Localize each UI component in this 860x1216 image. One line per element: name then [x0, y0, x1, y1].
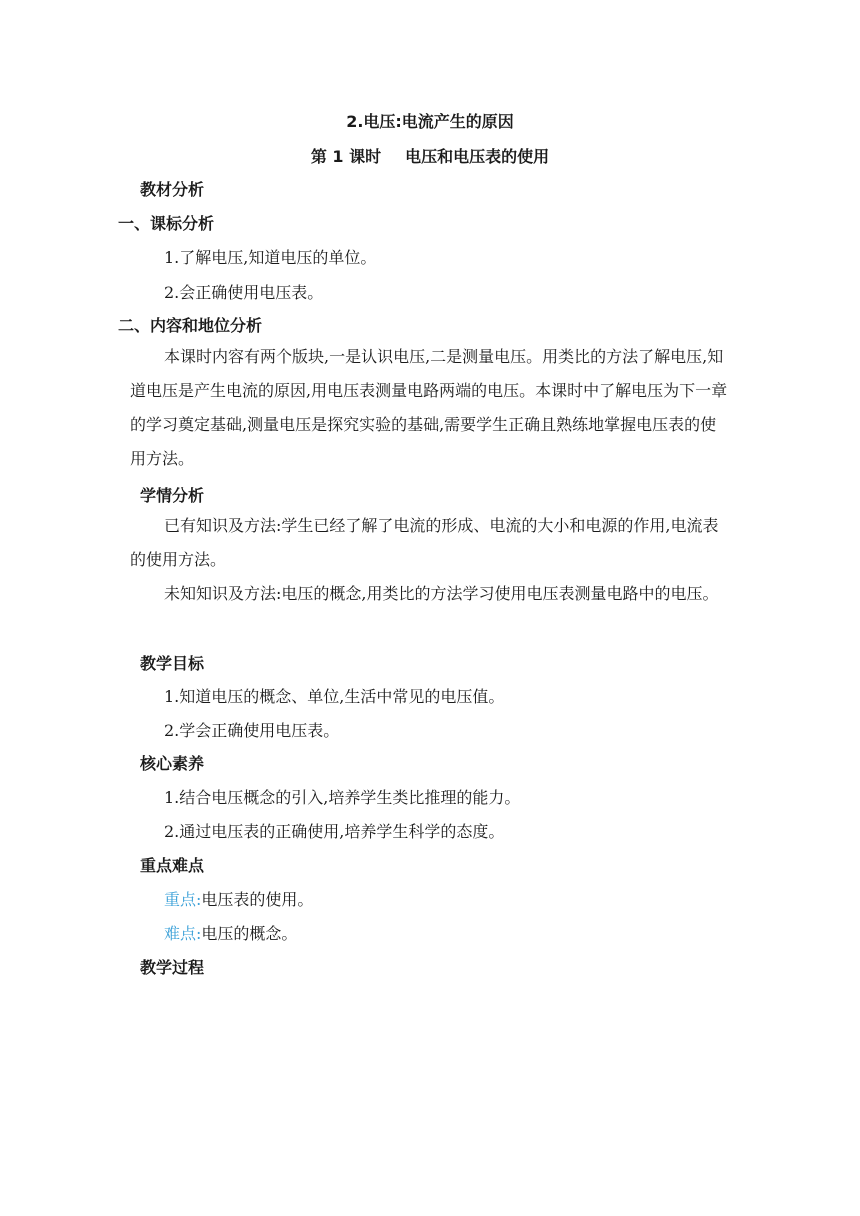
section-keypoints-heading: 重点难点 [140, 856, 205, 875]
lesson-topic: 电压和电压表的使用 [405, 147, 550, 166]
key-point-text: 电压表的使用。 [201, 890, 314, 909]
curriculum-item-1: 1.了解电压,知道电压的单位。 [164, 248, 377, 267]
key-point-label: 重点: [164, 890, 202, 909]
section-process-heading: 教学过程 [140, 958, 205, 977]
hard-point-label: 难点: [164, 924, 202, 943]
content-paragraph: 本课时内容有两个版块,一是认识电压,二是测量电压。用类比的方法了解电压,知道电压是产生电流的原因,用电压表测量电路两端的电压。本课时中了解电压为下一章的学习奠定基础,测量电压是探究实验的基础,需要学生正确且熟练地掌握电压表的使用方法。 [130, 347, 728, 468]
section-goals-heading: 教学目标 [140, 654, 205, 673]
goals-item-2: 2.学会正确使用电压表。 [164, 721, 340, 740]
section-textbook-analysis: 教材分析 [140, 180, 205, 199]
section-learner-heading: 学情分析 [140, 486, 205, 505]
key-point-line [164, 890, 313, 910]
hard-point-line [164, 924, 297, 944]
section-curriculum-heading: 一、课标分析 [118, 214, 215, 233]
goals-item-1: 1.知道电压的概念、单位,生活中常见的电压值。 [164, 687, 505, 706]
learner-unknown-paragraph: 未知知识及方法:电压的概念,用类比的方法学习使用电压表测量电路中的电压。 [164, 584, 719, 603]
curriculum-item-2: 2.会正确使用电压表。 [164, 283, 324, 302]
document-title: 2.电压:电流产生的原因 [346, 112, 514, 131]
learner-known-paragraph: 已有知识及方法:学生已经了解了电流的形成、电流的大小和电源的作用,电流表的使用方法。 [130, 516, 719, 569]
lesson-subtitle [0, 147, 860, 167]
section-content-heading: 二、内容和地位分析 [118, 316, 263, 335]
hard-point-text: 电压的概念。 [201, 924, 298, 943]
literacy-item-1: 1.结合电压概念的引入,培养学生类比推理的能力。 [164, 788, 521, 807]
lesson-number: 第 1 课时 [310, 147, 382, 166]
literacy-item-2: 2.通过电压表的正确使用,培养学生科学的态度。 [164, 822, 505, 841]
section-literacy-heading: 核心素养 [140, 754, 205, 773]
